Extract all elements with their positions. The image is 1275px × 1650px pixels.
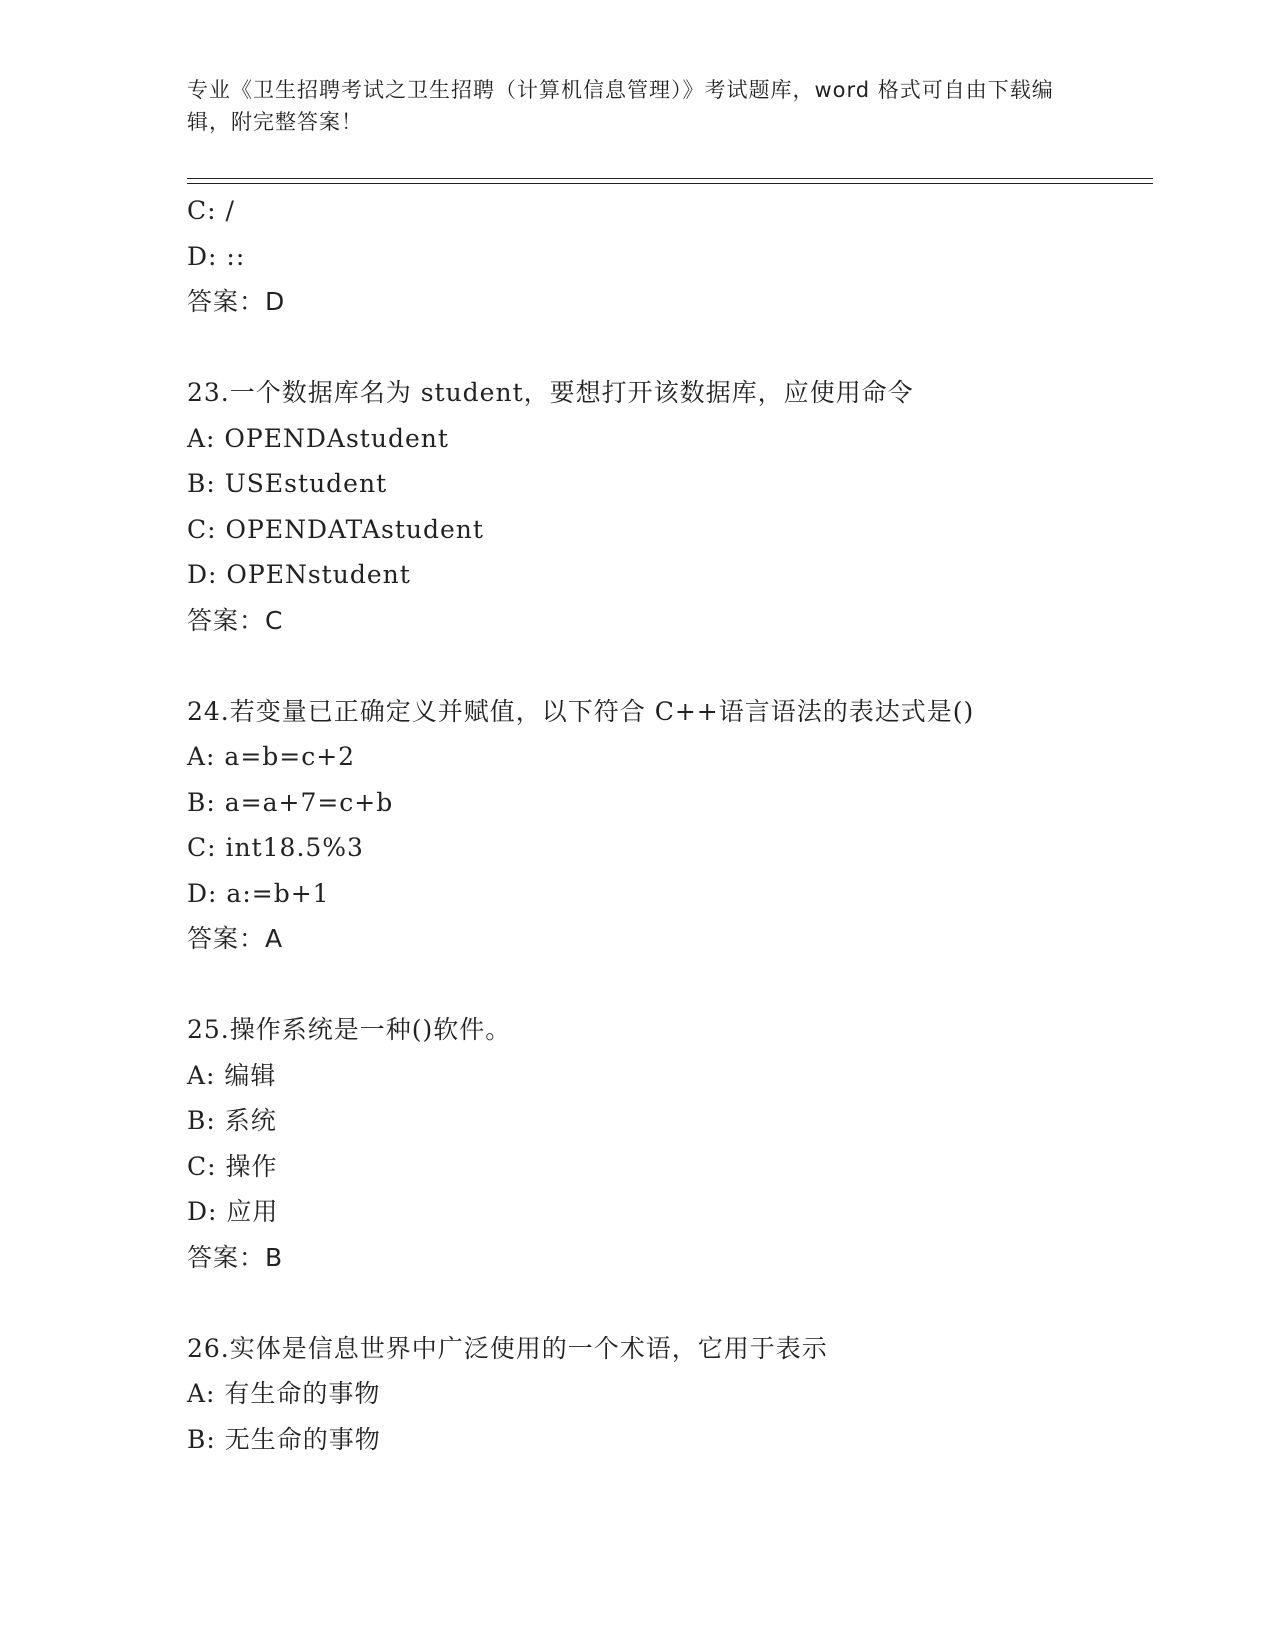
option-c: C: 操作 [187, 1151, 278, 1181]
spacer [187, 962, 1153, 1008]
question-text: 23.一个数据库名为 student，要想打开该数据库，应使用命令 [187, 378, 914, 407]
answer-line: 答案：C [187, 605, 284, 635]
document-header: 专业《卫生招聘考试之卫生招聘（计算机信息管理）》考试题库，word 格式可自由下载编辑，附完整答案！ [187, 78, 1054, 134]
option-a: A: 编辑 [187, 1060, 277, 1090]
question-text: 25.操作系统是一种()软件。 [187, 1015, 512, 1044]
header-divider-bottom [187, 183, 1153, 184]
option-b: B: USEstudent [187, 469, 388, 498]
spacer [187, 325, 1153, 371]
option-d: D: :: [187, 241, 246, 271]
header-divider-top [187, 178, 1153, 179]
option-b: B: 系统 [187, 1106, 277, 1135]
spacer [187, 1280, 1153, 1326]
option-a: A: a=b=c+2 [187, 742, 356, 771]
option-d: D: 应用 [187, 1197, 279, 1226]
option-d: D: a:=b+1 [187, 878, 330, 908]
answer-line: 答案：D [187, 287, 286, 316]
option-b: B: 无生命的事物 [187, 1424, 381, 1454]
option-b: B: a=a+7=c+b [187, 787, 394, 817]
option-a: A: 有生命的事物 [187, 1379, 381, 1408]
option-c: C: / [187, 196, 235, 225]
question-list [187, 188, 1153, 1462]
answer-line: 答案：A [187, 924, 284, 953]
question-text: 24.若变量已正确定义并赋值，以下符合 C++语言语法的表达式是() [187, 696, 975, 726]
option-a: A: OPENDAstudent [187, 423, 449, 453]
option-c: C: OPENDATAstudent [187, 514, 484, 544]
question-text: 26.实体是信息世界中广泛使用的一个术语，它用于表示 [187, 1333, 828, 1363]
option-c: C: int18.5%3 [187, 833, 364, 862]
option-d: D: OPENstudent [187, 560, 411, 589]
spacer [187, 643, 1153, 689]
answer-line: 答案：B [187, 1242, 284, 1272]
